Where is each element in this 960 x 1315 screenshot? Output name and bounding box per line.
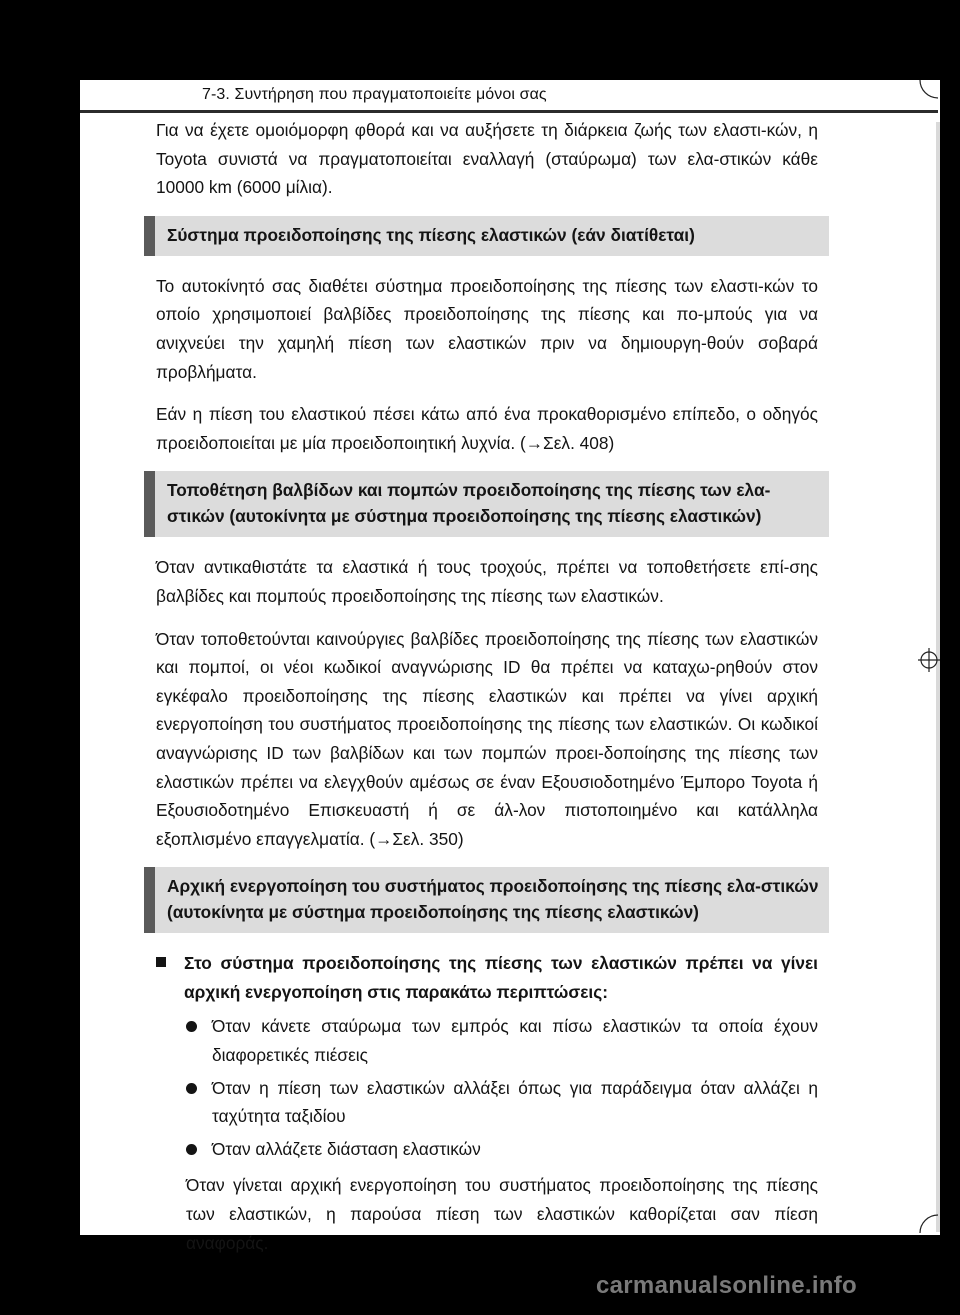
section-heading: Σύστημα προειδοποίησης της πίεσης ελαστικών (εάν διατίθεται) <box>144 216 829 256</box>
paragraph: Εάν η πίεση του ελαστικού πέσει κάτω από ένα προκαθορισμένο επίπεδο, ο οδηγός προειδοποιείται με μία προειδοποιητική λυχνία. (→Σελ. 408) <box>156 404 818 453</box>
subheading-text: Στο σύστημα προειδοποίησης της πίεσης των ελαστικών πρέπει να γίνει αρχική ενεργοποίηση στις παρακάτω περιπτώσεις: <box>184 953 818 1002</box>
bullet-dot-icon <box>186 1144 197 1155</box>
closing-paragraph: Όταν γίνεται αρχική ενεργοποίηση του συστήματος προειδοποίησης της πίεσης των ελαστικών, η παρούσα πίεση των ελαστικών καθορίζεται σαν πίεση αναφοράς. <box>186 1175 818 1253</box>
list-item-text: Όταν η πίεση των ελαστικών αλλάξει όπως για παράδειγμα όταν αλλάζει η ταχύτητα ταξιδίου <box>212 1077 818 1127</box>
crop-mark-icon <box>918 78 940 100</box>
watermark: carmanualsonline.info <box>596 1272 858 1299</box>
square-bullet-icon <box>156 957 166 967</box>
list-item-text: Όταν αλλάζετε διάσταση ελαστικών <box>212 1138 481 1159</box>
subheading-item <box>156 949 818 1006</box>
registration-mark-icon <box>918 646 940 674</box>
paragraph: Όταν αντικαθιστάτε τα ελαστικά ή τους τροχούς, πρέπει να τοποθετήσετε επί-σης βαλβίδες και πομπούς προειδοποίησης της πίεσης των ελαστικών. <box>156 557 818 606</box>
chapter-heading: 7-3. Συντήρηση που πραγματοποιείτε μόνοι σας <box>202 86 547 103</box>
paragraph: Το αυτοκίνητό σας διαθέτει σύστημα προειδοποίησης της πίεσης των ελαστι-κών το οποίο χρησιμοποιεί βαλβίδες προειδοποίησης της πίεσης και πο-μπούς για να ανιχνεύει την χαμηλή πίεση των ελαστικών πριν να δημιουργη-θούν σοβαρά προβλήματα. <box>156 275 818 382</box>
list-item <box>156 1074 818 1131</box>
section-heading: Τοποθέτηση βαλβίδων και πομπών προειδοποίησης της πίεσης των ελα-στικών (αυτοκίνητα με σύστημα προειδοποίησης της πίεσης ελαστικών) <box>144 471 829 537</box>
page-edge-rule <box>936 122 940 1232</box>
bullet-dot-icon <box>186 1083 197 1094</box>
list-item <box>156 1135 818 1164</box>
page-content <box>156 116 818 1271</box>
intro-paragraph: Για να έχετε ομοιόμορφη φθορά και να αυξήσετε τη διάρκεια ζωής των ελαστι-κών, η Toyota συνιστά να πραγματοποιείται εναλλαγή (σταύρωμα) των ελα-στικών κάθε 10000 km (6000 μίλια). <box>156 120 818 198</box>
paragraph: Όταν τοποθετούνται καινούργιες βαλβίδες προειδοποίησης της πίεσης των ελαστικών και πομποί, οι νέοι κωδικοί αναγνώρισης ID θα πρέπει να καταχω-ρηθούν στον εγκέφαλο προειδοποίησης της πίεσης ελαστικών και πρέπει να γίνει αρχική ενεργοποίηση του συστήματος προειδοποίησης της πίεσης των ελαστικών. Οι κωδικοί αναγνώρισης ID των βαλβίδων και των πομπών προει-δοποίησης της πίεσης των ελαστικών πρέπει να ελεγχθούν αμέσως σε έναν Εξουσιοδοτημένο Έμπορο Toyota ή Εξουσιοδοτημένο Επισκευαστή ή σε άλ-λον πιστοποιημένο και κατάλληλα εξοπλισμένο επαγγελματία. (→Σελ. 350) <box>156 628 818 849</box>
list-item <box>156 1012 818 1069</box>
bullet-dot-icon <box>186 1021 197 1032</box>
crop-mark-icon <box>918 1213 940 1235</box>
section-heading: Αρχική ενεργοποίηση του συστήματος προειδοποίησης της πίεσης ελα-στικών (αυτοκίνητα με σύστημα προειδοποίησης της πίεσης ελαστικών) <box>144 867 829 933</box>
list-item-text: Όταν κάνετε σταύρωμα των εμπρός και πίσω ελαστικών τα οποία έχουν διαφορετικές πιέσεις <box>212 1016 818 1066</box>
